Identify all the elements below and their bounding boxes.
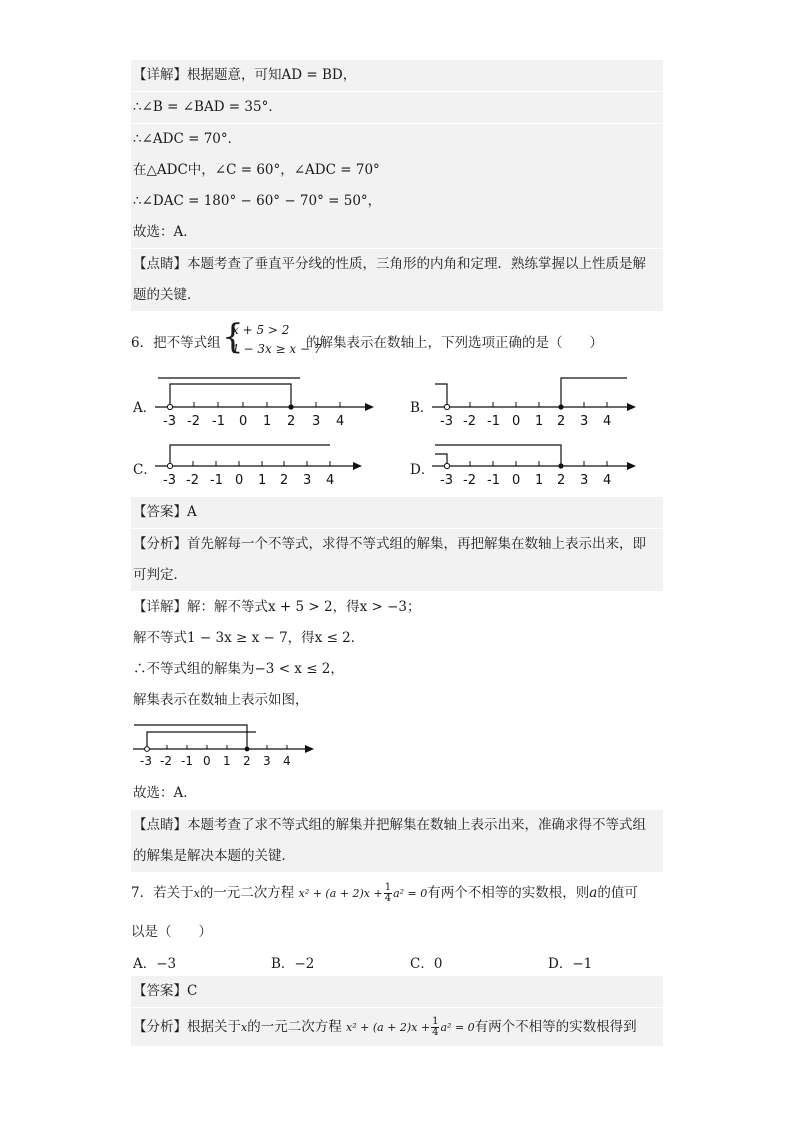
tick-label: -1 (181, 754, 193, 768)
option-c-label: C． (133, 462, 157, 478)
solution-line: ∴∠DAC = 180° − 60° − 70° = 50°， (131, 186, 663, 217)
solution-line: 在△ADC中，∠C = 60°，∠ADC = 70° (131, 155, 663, 186)
tick-label: 1 (258, 473, 267, 488)
option-b-label: B． (410, 400, 434, 416)
comment-line: 【点睛】本题考查了求不等式组的解集并把解集在数轴上表示出来，准确求得不等式组 (131, 810, 663, 841)
q7-eq-b: a² = 0 (393, 887, 428, 900)
answer-line: 【答案】C (131, 976, 663, 1007)
number-line-b (427, 372, 647, 432)
tick-label: -1 (210, 473, 223, 488)
tick-label: 4 (336, 414, 345, 429)
q7-mid: 的一元二次方程 (199, 885, 295, 901)
solution-line: ∴∠B = ∠BAD = 35°． (131, 92, 663, 123)
fraction-denominator: 4 (384, 893, 392, 904)
tick-label: 3 (580, 414, 589, 429)
option-d-label: D． (410, 462, 435, 478)
option-a-label: A． (133, 400, 157, 416)
analysis-eq-b: a² = 0 (440, 1021, 475, 1034)
q7-suffix2: 的值可 (597, 885, 638, 901)
answer-number-line (128, 718, 328, 770)
analysis-fraction (431, 1017, 439, 1038)
tick-label: 0 (239, 414, 248, 429)
choose-line: 故选：A． (131, 217, 663, 248)
analysis-suffix: 有两个不相等的实数根得到 (474, 1019, 637, 1035)
tick-label: 0 (235, 473, 244, 488)
q7-eq-a: x² + (a + 2)x + (298, 887, 383, 900)
question-7-line (131, 882, 638, 905)
tick-label: -3 (163, 473, 176, 488)
tick-label: 1 (223, 754, 231, 768)
number-line-a (150, 372, 380, 432)
analysis-line (131, 1008, 663, 1046)
fraction-numerator: 1 (384, 882, 392, 893)
detail-line: 解集表示在数轴上表示如图， (133, 692, 309, 708)
analysis-prefix: 【分析】根据关于 (133, 1019, 241, 1035)
fraction-denominator: 4 (432, 1027, 439, 1038)
tick-label: -2 (160, 754, 172, 768)
tick-label: 4 (603, 414, 612, 429)
comment-line: 题的关键． (131, 280, 663, 311)
tick-label: -2 (463, 473, 476, 488)
tick-label: 1 (535, 473, 544, 488)
comment-line: 【点睛】本题考查了垂直平分线的性质，三角形的内角和定理．熟练掌握以上性质是解 (131, 249, 663, 280)
q7-prefix: 7．若关于 (131, 885, 194, 901)
detail-line: 解不等式1 − 3x ≥ x − 7，得x ≤ 2． (133, 630, 365, 646)
analysis-line: 【分析】首先解每一个不等式，求得不等式组的解集，再把解集在数轴上表示出来，即 (131, 529, 663, 560)
question-6-prefix: 6．把不等式组 (131, 335, 221, 351)
tick-label: 4 (603, 473, 612, 488)
question-6-suffix: 的解集表示在数轴上，下列选项正确的是（ ） (306, 335, 603, 351)
tick-label: 3 (263, 754, 271, 768)
tick-label: -3 (440, 473, 453, 488)
question-7-line2: 以是（ ） (131, 924, 212, 940)
tick-label: 2 (287, 414, 296, 429)
q7-option-b: B．−2 (271, 956, 315, 972)
tick-label: 1 (535, 414, 544, 429)
analysis-mid: 的一元二次方程 (247, 1019, 342, 1035)
tick-label: 3 (303, 473, 312, 488)
q7-option-a: A．−3 (133, 956, 177, 972)
analysis-line: 可判定． (131, 560, 663, 591)
inequality-2: 1 − 3x ≥ x − 7 (232, 342, 322, 356)
comment-line: 的解集是解决本题的关键． (131, 841, 663, 872)
tick-label: 4 (283, 754, 291, 768)
detail-line: ∴不等式组的解集为−3 < x ≤ 2， (133, 661, 344, 677)
tick-label: 3 (312, 414, 321, 429)
tick-label: 2 (280, 473, 289, 488)
solution-line: ∴∠ADC = 70°． (131, 124, 663, 155)
tick-label: -2 (463, 414, 476, 429)
tick-label: 0 (203, 754, 211, 768)
q7-var-a: a (589, 885, 598, 901)
detail-line: 【详解】解：解不等式x + 5 > 2，得x > −3； (133, 599, 421, 615)
tick-label: 0 (512, 414, 521, 429)
analysis-var: x (241, 1021, 248, 1034)
tick-label: 1 (263, 414, 272, 429)
tick-label: -1 (212, 414, 225, 429)
tick-label: -3 (140, 754, 152, 768)
fraction-numerator: 1 (432, 1016, 439, 1027)
q7-var: x (193, 887, 200, 900)
tick-label: 0 (512, 473, 521, 488)
number-line-c (150, 436, 370, 496)
inequality-1: x + 5 > 2 (232, 323, 290, 337)
tick-label: -1 (487, 414, 500, 429)
tick-label: 3 (580, 473, 589, 488)
analysis-eq-a: x² + (a + 2)x + (346, 1021, 431, 1034)
tick-label: -1 (487, 473, 500, 488)
system-brace: { (222, 317, 244, 357)
tick-label: 2 (243, 754, 251, 768)
tick-label: 4 (326, 473, 335, 488)
choose-line: 故选：A． (133, 785, 197, 801)
number-line-d (427, 436, 647, 496)
tick-label: -3 (163, 414, 176, 429)
tick-label: 2 (557, 473, 566, 488)
tick-label: -3 (440, 414, 453, 429)
tick-label: 2 (557, 414, 566, 429)
q7-option-c: C．0 (410, 956, 443, 972)
q7-suffix: 有两个不相等的实数根，则 (427, 885, 590, 901)
q7-option-d: D．−1 (548, 956, 593, 972)
tick-label: -2 (187, 414, 200, 429)
answer-line: 【答案】A (131, 497, 663, 528)
tick-label: -2 (186, 473, 199, 488)
q7-fraction (384, 883, 392, 904)
detail-line: 【详解】根据题意，可知AD = BD， (131, 60, 663, 91)
